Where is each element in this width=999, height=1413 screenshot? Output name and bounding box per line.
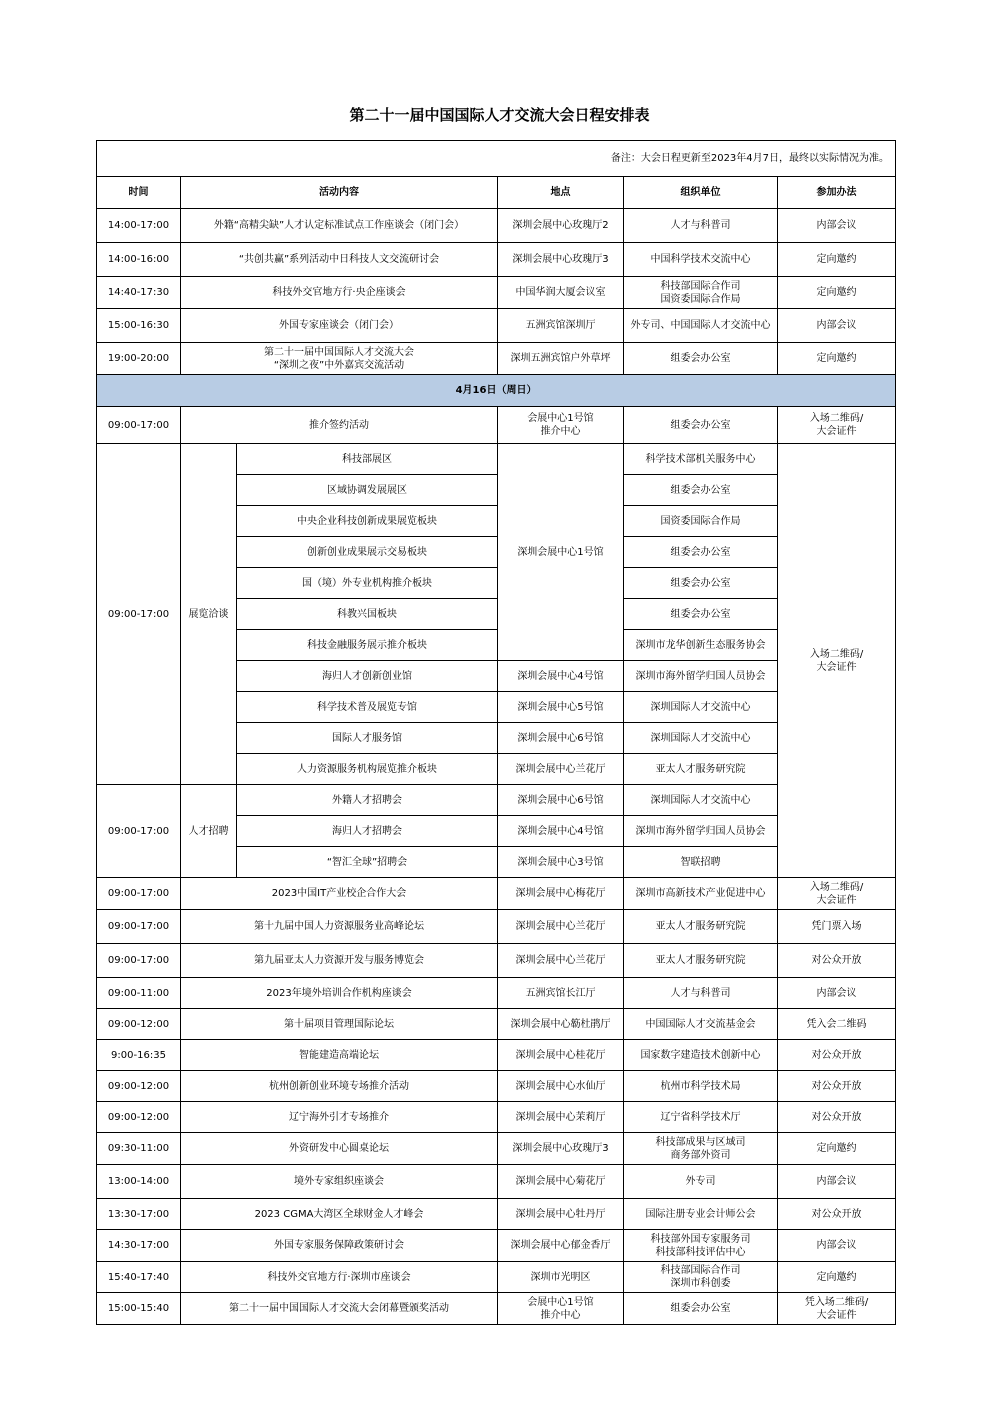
activity-cell: 国（境）外专业机构推介板块: [237, 568, 498, 599]
venue-cell: 深圳会展中心水仙厅: [498, 1071, 624, 1102]
time-cell: 19:00-20:00: [97, 343, 181, 375]
page-title: 第二十一届中国国际人才交流大会日程安排表: [349, 106, 650, 124]
activity-cell: 智能建造高端论坛: [181, 1040, 498, 1071]
time-cell: 09:00-12:00: [97, 1071, 181, 1102]
org-cell: 组委会办公室: [624, 1293, 778, 1325]
note-text: 备注：大会日程更新至2023年4月7日，最终以实际情况为准。: [97, 141, 896, 177]
method-cell: 凭门票入场: [778, 910, 896, 944]
table-row: [97, 1293, 896, 1325]
table-row: [97, 343, 896, 375]
activity-cell: 外国专家服务保障政策研讨会: [181, 1230, 498, 1262]
activity-cell: 创新创业成果展示交易板块: [237, 537, 498, 568]
org-cell: 智联招聘: [624, 847, 778, 878]
org-cell: 外专司、中国国际人才交流中心: [624, 309, 778, 343]
org-cell: 科技部国际合作司 国资委国际合作局: [624, 277, 778, 309]
org-cell: 深圳国际人才交流中心: [624, 723, 778, 754]
table-row: [97, 910, 896, 944]
activity-cell: 杭州创新创业环境专场推介活动: [181, 1071, 498, 1102]
org-cell: 科技部外国专家服务司 科技部科技评估中心: [624, 1230, 778, 1262]
venue-cell: 深圳会展中心玫瑰厅3: [498, 1133, 624, 1165]
activity-cell: “共创共赢”系列活动中日科技人文交流研讨会: [181, 243, 498, 277]
org-cell: 组委会办公室: [624, 537, 778, 568]
org-cell: 国家数字建造技术创新中心: [624, 1040, 778, 1071]
activity-cell: 海归人才创新创业馆: [237, 661, 498, 692]
schedule-table: [96, 140, 896, 1325]
org-cell: 国际注册专业会计师公会: [624, 1199, 778, 1230]
method-cell: 入场二维码/ 大会证件: [778, 407, 896, 444]
table-row: [97, 309, 896, 343]
header-activity: 活动内容: [181, 177, 498, 209]
activity-cell: 第二十一届中国国际人才交流大会 “深圳之夜”中外嘉宾交流活动: [181, 343, 498, 375]
time-cell: 15:00-16:30: [97, 309, 181, 343]
org-cell: 深圳市高新技术产业促进中心: [624, 878, 778, 910]
date-row: [97, 375, 896, 407]
time-cell: 09:00-17:00: [97, 407, 181, 444]
method-cell: 定向邀约: [778, 1262, 896, 1293]
org-cell: 外专司: [624, 1165, 778, 1199]
org-cell: 组委会办公室: [624, 407, 778, 444]
time-cell: 09:00-17:00: [97, 785, 181, 878]
venue-cell: 会展中心1号馆 推介中心: [498, 407, 624, 444]
expo-row: [97, 444, 896, 475]
venue-cell: 深圳会展中心菊花厅: [498, 1165, 624, 1199]
activity-cell: 科技金融服务展示推介板块: [237, 630, 498, 661]
org-cell: 辽宁省科学技术厅: [624, 1102, 778, 1133]
activity-cell: 科技外交官地方行·央企座谈会: [181, 277, 498, 309]
org-cell: 组委会办公室: [624, 599, 778, 630]
note-row: [97, 141, 896, 177]
org-cell: 深圳市龙华创新生态服务协会: [624, 630, 778, 661]
org-cell: 中国科学技术交流中心: [624, 243, 778, 277]
venue-cell: 中国华润大厦会议室: [498, 277, 624, 309]
time-cell: 09:00-12:00: [97, 1102, 181, 1133]
org-cell: 组委会办公室: [624, 568, 778, 599]
activity-cell: 海归人才招聘会: [237, 816, 498, 847]
time-cell: 13:00-14:00: [97, 1165, 181, 1199]
header-method: 参加办法: [778, 177, 896, 209]
method-cell: 对公众开放: [778, 1071, 896, 1102]
table-row: [97, 1071, 896, 1102]
org-cell: 亚太人才服务研究院: [624, 910, 778, 944]
method-cell: 入场二维码/ 大会证件: [778, 878, 896, 910]
org-cell: 杭州市科学技术局: [624, 1071, 778, 1102]
activity-cell: 科学技术普及展览专馆: [237, 692, 498, 723]
venue-cell: 深圳会展中心桂花厅: [498, 1040, 624, 1071]
venue-cell: 深圳会展中心兰花厅: [498, 754, 624, 785]
method-cell: 定向邀约: [778, 277, 896, 309]
activity-cell: 人力资源服务机构展览推介板块: [237, 754, 498, 785]
table-row: [97, 1230, 896, 1262]
time-cell: 09:30-11:00: [97, 1133, 181, 1165]
table-row: [97, 1165, 896, 1199]
activity-cell: 科教兴国板块: [237, 599, 498, 630]
org-cell: 科技部国际合作司 深圳市科创委: [624, 1262, 778, 1293]
method-cell: 内部会议: [778, 309, 896, 343]
table-row: [97, 1009, 896, 1040]
method-cell: 凭入场二维码/ 大会证件: [778, 1293, 896, 1325]
table-row: [97, 978, 896, 1009]
org-cell: 国资委国际合作局: [624, 506, 778, 537]
method-cell: 对公众开放: [778, 1040, 896, 1071]
activity-cell: 外国专家座谈会（闭门会）: [181, 309, 498, 343]
method-cell: 内部会议: [778, 1230, 896, 1262]
venue-cell: 深圳会展中心6号馆: [498, 723, 624, 754]
org-cell: 深圳国际人才交流中心: [624, 785, 778, 816]
org-cell: 亚太人才服务研究院: [624, 754, 778, 785]
org-cell: 人才与科普司: [624, 209, 778, 243]
venue-cell: 深圳五洲宾馆户外草坪: [498, 343, 624, 375]
activity-cell: 推介签约活动: [181, 407, 498, 444]
method-cell: 对公众开放: [778, 1199, 896, 1230]
activity-cell: 科技部展区: [237, 444, 498, 475]
table-row: [97, 1262, 896, 1293]
method-cell: 定向邀约: [778, 343, 896, 375]
venue-cell: 深圳会展中心4号馆: [498, 661, 624, 692]
activity-cell: 科技外交官地方行·深圳市座谈会: [181, 1262, 498, 1293]
activity-cell: 区域协调发展展区: [237, 475, 498, 506]
time-cell: 15:40-17:40: [97, 1262, 181, 1293]
venue-cell: 深圳会展中心梅花厅: [498, 878, 624, 910]
header-org: 组织单位: [624, 177, 778, 209]
time-cell: 13:30-17:00: [97, 1199, 181, 1230]
org-cell: 深圳市海外留学归国人员协会: [624, 661, 778, 692]
category-cell: 展览洽谈: [181, 444, 237, 785]
activity-cell: 2023 CGMA大湾区全球财金人才峰会: [181, 1199, 498, 1230]
method-cell: 对公众开放: [778, 944, 896, 978]
method-cell: 入场二维码/ 大会证件: [778, 444, 896, 878]
org-cell: 科技部成果与区域司 商务部外资司: [624, 1133, 778, 1165]
activity-cell: “智汇全球”招聘会: [237, 847, 498, 878]
org-cell: 深圳国际人才交流中心: [624, 692, 778, 723]
activity-cell: 国际人才服务馆: [237, 723, 498, 754]
time-cell: 9:00-16:35: [97, 1040, 181, 1071]
activity-cell: 第十届项目管理国际论坛: [181, 1009, 498, 1040]
method-cell: 内部会议: [778, 209, 896, 243]
activity-cell: 中央企业科技创新成果展览板块: [237, 506, 498, 537]
time-cell: 09:00-12:00: [97, 1009, 181, 1040]
venue-cell: 五洲宾馆长江厅: [498, 978, 624, 1009]
method-cell: 凭入会二维码: [778, 1009, 896, 1040]
time-cell: 09:00-17:00: [97, 444, 181, 785]
activity-cell: 2023中国IT产业校企合作大会: [181, 878, 498, 910]
activity-cell: 第二十一届中国国际人才交流大会闭幕暨颁奖活动: [181, 1293, 498, 1325]
venue-cell: 深圳市光明区: [498, 1262, 624, 1293]
table-row: [97, 243, 896, 277]
time-cell: 09:00-17:00: [97, 910, 181, 944]
venue-cell: 深圳会展中心1号馆: [498, 444, 624, 661]
table-row: [97, 1133, 896, 1165]
venue-cell: 深圳会展中心4号馆: [498, 816, 624, 847]
table-row: [97, 277, 896, 309]
venue-cell: 会展中心1号馆 推介中心: [498, 1293, 624, 1325]
table-row: [97, 878, 896, 910]
activity-cell: 2023年境外培训合作机构座谈会: [181, 978, 498, 1009]
time-cell: 09:00-17:00: [97, 944, 181, 978]
section-date: 4月16日（周日）: [97, 375, 896, 407]
activity-cell: 第九届亚太人力资源开发与服务博览会: [181, 944, 498, 978]
activity-cell: 辽宁海外引才专场推介: [181, 1102, 498, 1133]
org-cell: 亚太人才服务研究院: [624, 944, 778, 978]
venue-cell: 五洲宾馆深圳厅: [498, 309, 624, 343]
time-cell: 09:00-11:00: [97, 978, 181, 1009]
activity-cell: 外资研发中心圆桌论坛: [181, 1133, 498, 1165]
table-row: [97, 209, 896, 243]
time-cell: 14:00-16:00: [97, 243, 181, 277]
time-cell: 14:00-17:00: [97, 209, 181, 243]
org-cell: 深圳市海外留学归国人员协会: [624, 816, 778, 847]
venue-cell: 深圳会展中心牡丹厅: [498, 1199, 624, 1230]
org-cell: 人才与科普司: [624, 978, 778, 1009]
venue-cell: 深圳会展中心兰花厅: [498, 910, 624, 944]
venue-cell: 深圳会展中心玫瑰厅2: [498, 209, 624, 243]
method-cell: 内部会议: [778, 978, 896, 1009]
activity-cell: 外籍人才招聘会: [237, 785, 498, 816]
table-row: [97, 1102, 896, 1133]
category-cell: 人才招聘: [181, 785, 237, 878]
header-venue: 地点: [498, 177, 624, 209]
org-cell: 科学技术部机关服务中心: [624, 444, 778, 475]
venue-cell: 深圳会展中心3号馆: [498, 847, 624, 878]
org-cell: 组委会办公室: [624, 475, 778, 506]
time-cell: 15:00-15:40: [97, 1293, 181, 1325]
org-cell: 中国国际人才交流基金会: [624, 1009, 778, 1040]
activity-cell: 境外专家组织座谈会: [181, 1165, 498, 1199]
table-row: [97, 407, 896, 444]
venue-cell: 深圳会展中心6号馆: [498, 785, 624, 816]
method-cell: 定向邀约: [778, 243, 896, 277]
venue-cell: 深圳会展中心郁金香厅: [498, 1230, 624, 1262]
time-cell: 14:40-17:30: [97, 277, 181, 309]
method-cell: 内部会议: [778, 1165, 896, 1199]
recruit-row: [97, 785, 896, 816]
activity-cell: 外籍“高精尖缺”人才认定标准试点工作座谈会（闭门会）: [181, 209, 498, 243]
time-cell: 14:30-17:00: [97, 1230, 181, 1262]
method-cell: 对公众开放: [778, 1102, 896, 1133]
venue-cell: 深圳会展中心簕杜鹃厅: [498, 1009, 624, 1040]
method-cell: 定向邀约: [778, 1133, 896, 1165]
venue-cell: 深圳会展中心玫瑰厅3: [498, 243, 624, 277]
table-row: [97, 1199, 896, 1230]
header-time: 时间: [97, 177, 181, 209]
activity-cell: 第十九届中国人力资源服务业高峰论坛: [181, 910, 498, 944]
venue-cell: 深圳会展中心茉莉厅: [498, 1102, 624, 1133]
header-row: [97, 177, 896, 209]
table-row: [97, 1040, 896, 1071]
org-cell: 组委会办公室: [624, 343, 778, 375]
venue-cell: 深圳会展中心兰花厅: [498, 944, 624, 978]
table-row: [97, 944, 896, 978]
time-cell: 09:00-17:00: [97, 878, 181, 910]
venue-cell: 深圳会展中心5号馆: [498, 692, 624, 723]
